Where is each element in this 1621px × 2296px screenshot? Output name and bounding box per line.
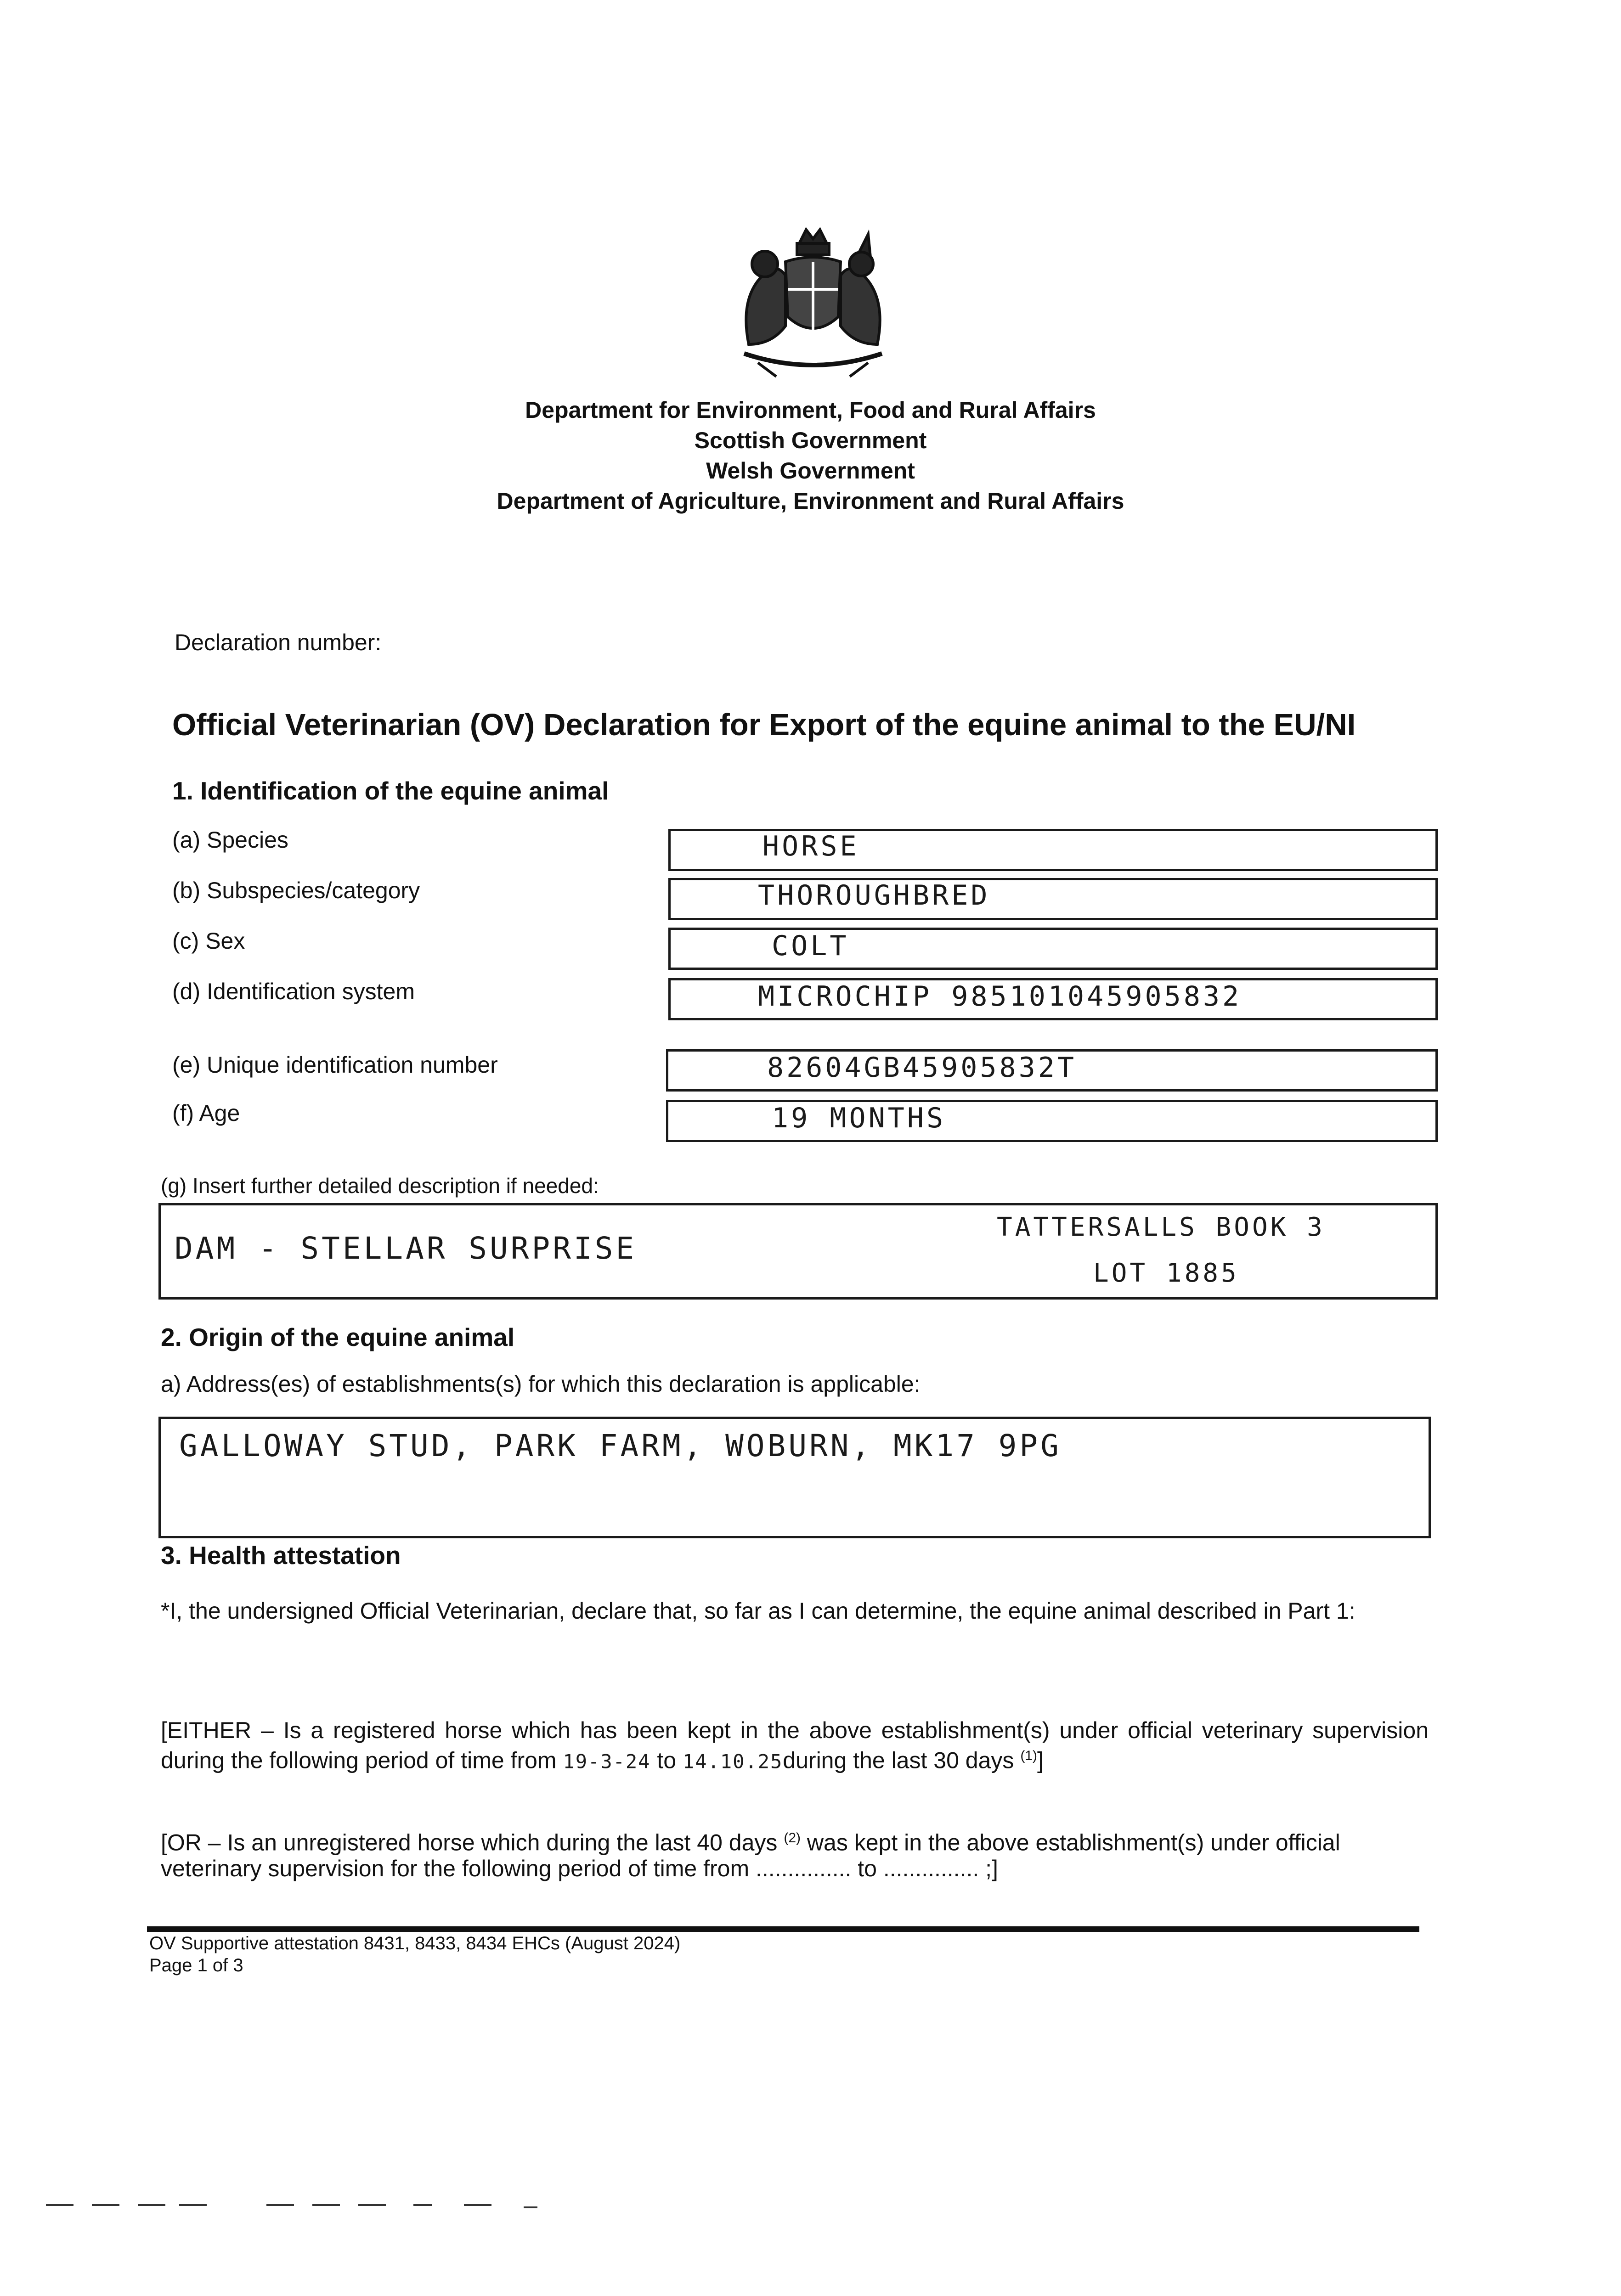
or-clause (161, 1825, 1429, 1881)
either-to-date: 14.10.25 (683, 1750, 783, 1773)
scan-dash (464, 2204, 491, 2206)
sex-value: COLT (772, 930, 849, 962)
either-from-date: 19-3-24 (563, 1750, 651, 1773)
attestation-intro: *I, the undersigned Official Veterinarian, declare that, so far as I can determine, the equine animal described in Part 1: (161, 1598, 1356, 1624)
unique-id-value: 82604GB45905832T (767, 1052, 1077, 1084)
header-line-2: Scottish Government (694, 428, 927, 453)
scan-dash (179, 2204, 207, 2206)
scan-dash (46, 2204, 73, 2206)
further-description-right-1: TATTERSALLS BOOK 3 (997, 1212, 1325, 1242)
scan-dash (312, 2204, 340, 2206)
section-2-heading: 2. Origin of the equine animal (161, 1323, 515, 1351)
or-text-2: was kept in the above establishment(s) under official veterinary supervision for the following period of time from ............... to ............... ;] (161, 1829, 1340, 1881)
header-line-3: Welsh Government (706, 458, 915, 484)
footer-line-1: OV Supportive attestation 8431, 8433, 8434 EHCs (August 2024) (149, 1933, 681, 1953)
scan-dash (138, 2204, 165, 2206)
scan-dash (92, 2204, 119, 2206)
identification-system-label: (d) Identification system (172, 979, 415, 1004)
page-title: Official Veterinarian (OV) Declaration for Export of the equine animal to the EU/NI (172, 708, 1356, 742)
footer-line-2: Page 1 of 3 (149, 1955, 243, 1975)
either-footnote-ref: (1) (1020, 1748, 1037, 1763)
header-line-1: Department for Environment, Food and Rural Affairs (525, 397, 1096, 423)
either-text-1: [EITHER – Is a registered horse which has been kept in the above establishment(s) under official veterinary supervision during the following period of time from (161, 1717, 1429, 1773)
or-text-1: [OR – Is an unregistered horse which during the last 40 days (161, 1829, 778, 1856)
scan-dash (413, 2204, 432, 2206)
scan-dash (266, 2204, 294, 2206)
species-label: (a) Species (172, 827, 288, 853)
footer-rule (147, 1926, 1419, 1932)
subspecies-label: (b) Subspecies/category (172, 878, 420, 903)
further-description-left: DAM - STELLAR SURPRISE (175, 1231, 637, 1266)
unique-id-label: (e) Unique identification number (172, 1052, 498, 1078)
section-1-heading: 1. Identification of the equine animal (172, 777, 609, 805)
royal-coat-of-arms-icon (721, 225, 905, 381)
either-text-2: during the last 30 days (783, 1747, 1014, 1773)
scan-dash (524, 2206, 537, 2208)
age-label: (f) Age (172, 1100, 240, 1126)
age-value: 19 MONTHS (772, 1102, 946, 1134)
subspecies-value: THOROUGHBRED (758, 879, 990, 912)
further-description-right-2: LOT 1885 (1093, 1258, 1239, 1288)
address-label: a) Address(es) of establishments(s) for which this declaration is applicable: (161, 1371, 921, 1397)
either-clause (161, 1717, 1429, 1775)
declaration-number-label: Declaration number: (175, 630, 382, 655)
identification-system-value: MICROCHIP 985101045905832 (758, 980, 1242, 1013)
or-footnote-ref: (2) (784, 1830, 801, 1846)
further-description-label: (g) Insert further detailed description if needed: (161, 1174, 599, 1198)
header-line-4: Department of Agriculture, Environment and Rural Affairs (497, 488, 1124, 514)
address-value: GALLOWAY STUD, PARK FARM, WOBURN, MK17 9PG (179, 1428, 1062, 1463)
either-to-word: to (657, 1747, 677, 1773)
section-3-heading: 3. Health attestation (161, 1541, 401, 1570)
sex-label: (c) Sex (172, 928, 245, 954)
either-end: ] (1037, 1747, 1044, 1773)
species-value: HORSE (762, 830, 859, 862)
scan-dash (358, 2204, 386, 2206)
